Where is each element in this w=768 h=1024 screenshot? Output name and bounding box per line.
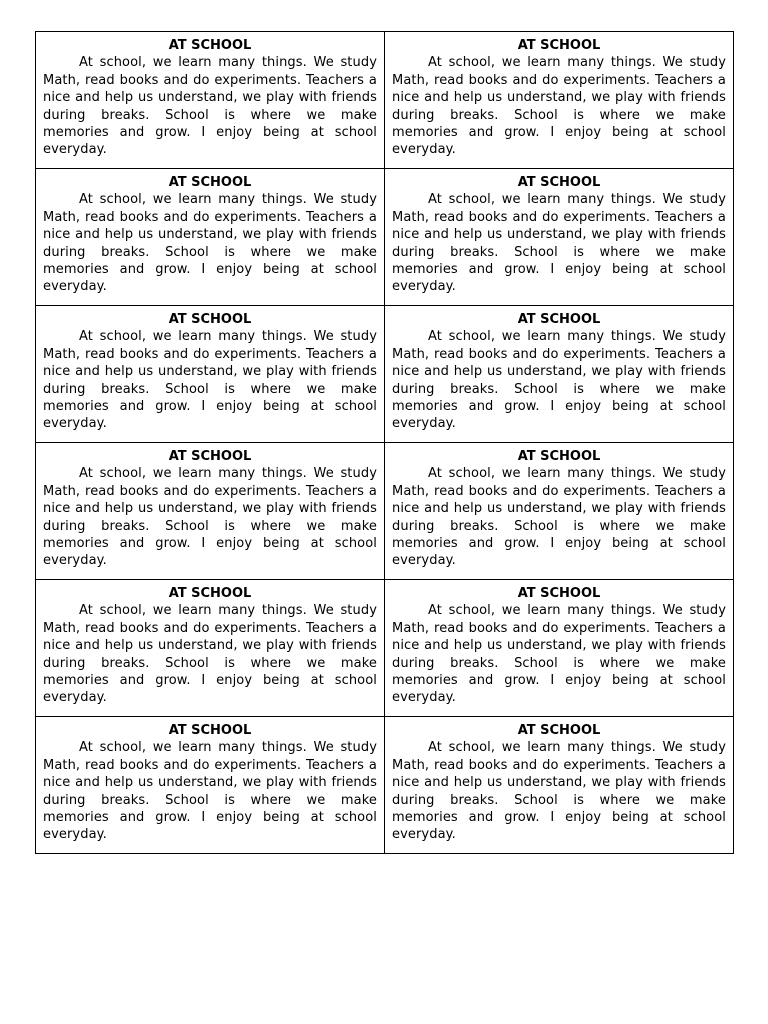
card-title: AT SCHOOL <box>517 38 601 53</box>
card <box>36 717 385 854</box>
card-body: At school, we learn many things. We study Math, read books and do experiments. Teachers a nice and help us understand, we play with friends during breaks. School is where we make memories and grow. I enjoy being at school everyday. <box>392 466 726 569</box>
card-title: AT SCHOOL <box>517 723 601 738</box>
card <box>36 169 385 306</box>
card-row <box>36 580 734 717</box>
card-row <box>36 169 734 306</box>
card-body: At school, we learn many things. We study Math, read books and do experiments. Teachers a nice and help us understand, we play with friends during breaks. School is where we make memories and grow. I enjoy being at school everyday. <box>392 329 726 432</box>
card <box>385 32 734 169</box>
card-title: AT SCHOOL <box>517 449 601 464</box>
card-row <box>36 306 734 443</box>
card-body: At school, we learn many things. We study Math, read books and do experiments. Teachers a nice and help us understand, we play with friends during breaks. School is where we make memories and grow. I enjoy being at school everyday. <box>43 603 377 706</box>
card-body: At school, we learn many things. We study Math, read books and do experiments. Teachers a nice and help us understand, we play with friends during breaks. School is where we make memories and grow. I enjoy being at school everyday. <box>392 192 726 295</box>
card-title: AT SCHOOL <box>168 723 252 738</box>
card <box>36 443 385 580</box>
card-body: At school, we learn many things. We study Math, read books and do experiments. Teachers a nice and help us understand, we play with friends during breaks. School is where we make memories and grow. I enjoy being at school everyday. <box>392 603 726 706</box>
card <box>385 580 734 717</box>
card <box>385 306 734 443</box>
card <box>36 32 385 169</box>
card-row <box>36 32 734 169</box>
card <box>385 443 734 580</box>
card <box>385 717 734 854</box>
card-body: At school, we learn many things. We study Math, read books and do experiments. Teachers a nice and help us understand, we play with friends during breaks. School is where we make memories and grow. I enjoy being at school everyday. <box>43 329 377 432</box>
card-title: AT SCHOOL <box>517 586 601 601</box>
card-title: AT SCHOOL <box>517 312 601 327</box>
card-row <box>36 717 734 854</box>
card-title: AT SCHOOL <box>168 38 252 53</box>
card-row <box>36 443 734 580</box>
card-body: At school, we learn many things. We study Math, read books and do experiments. Teachers a nice and help us understand, we play with friends during breaks. School is where we make memories and grow. I enjoy being at school everyday. <box>392 55 726 158</box>
card-title: AT SCHOOL <box>168 586 252 601</box>
card-grid <box>35 31 734 854</box>
card-body: At school, we learn many things. We study Math, read books and do experiments. Teachers a nice and help us understand, we play with friends during breaks. School is where we make memories and grow. I enjoy being at school everyday. <box>43 192 377 295</box>
card-body: At school, we learn many things. We study Math, read books and do experiments. Teachers a nice and help us understand, we play with friends during breaks. School is where we make memories and grow. I enjoy being at school everyday. <box>392 740 726 843</box>
card-title: AT SCHOOL <box>168 312 252 327</box>
card-body: At school, we learn many things. We study Math, read books and do experiments. Teachers a nice and help us understand, we play with friends during breaks. School is where we make memories and grow. I enjoy being at school everyday. <box>43 55 377 158</box>
card <box>385 169 734 306</box>
card-title: AT SCHOOL <box>517 175 601 190</box>
card-body: At school, we learn many things. We study Math, read books and do experiments. Teachers a nice and help us understand, we play with friends during breaks. School is where we make memories and grow. I enjoy being at school everyday. <box>43 466 377 569</box>
card-body: At school, we learn many things. We study Math, read books and do experiments. Teachers a nice and help us understand, we play with friends during breaks. School is where we make memories and grow. I enjoy being at school everyday. <box>43 740 377 843</box>
card <box>36 306 385 443</box>
card-title: AT SCHOOL <box>168 175 252 190</box>
card-title: AT SCHOOL <box>168 449 252 464</box>
card <box>36 580 385 717</box>
